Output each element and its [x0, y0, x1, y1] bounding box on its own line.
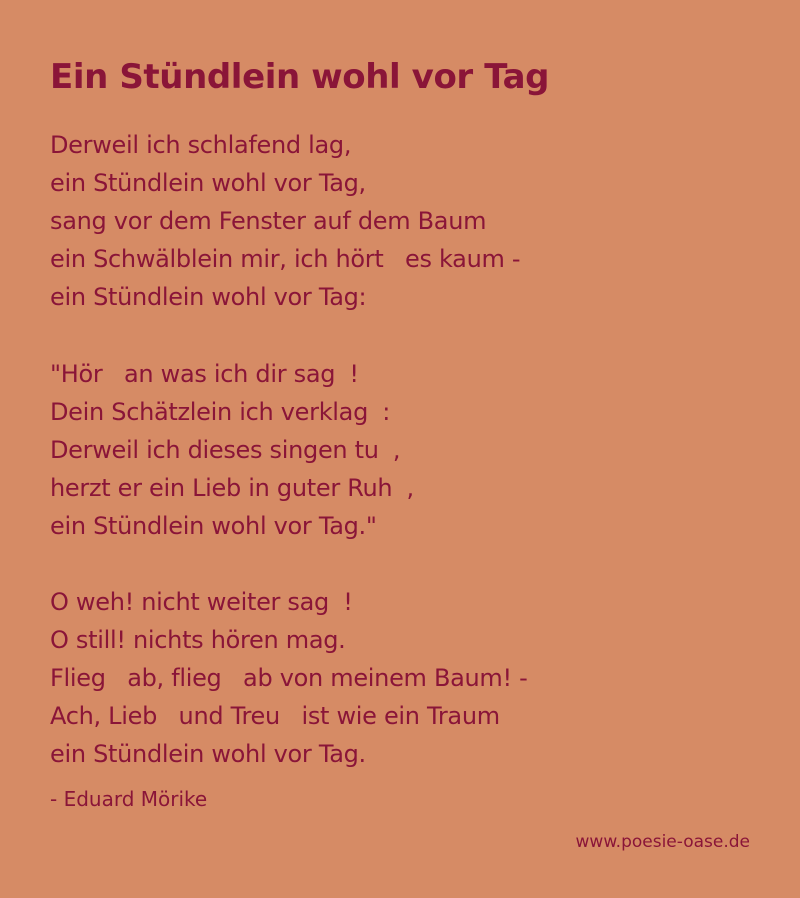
poem-line: ein Stündlein wohl vor Tag,: [50, 169, 366, 197]
poem-title: Ein Stündlein wohl vor Tag: [50, 57, 550, 97]
source-url: www.poesie-oase.de: [575, 832, 750, 852]
poem-line: O weh! nicht weiter sag!: [50, 588, 353, 616]
poem-line: sang vor dem Fenster auf dem Baum: [50, 207, 487, 235]
stanza-3: [50, 583, 528, 773]
poem-line: ein Schwälblein mir, ich hört es kaum -: [50, 245, 521, 273]
poem-line: O still! nichts hören mag.: [50, 626, 346, 654]
poem-line: "Hör an was ich dir sag!: [50, 360, 359, 388]
poem-line: ein Stündlein wohl vor Tag.: [50, 740, 366, 768]
poem-line: herzt er ein Lieb in guter Ruh,: [50, 474, 414, 502]
poem-line: Derweil ich dieses singen tu,: [50, 436, 401, 464]
stanza-1: [50, 126, 520, 316]
poem-author: - Eduard Mörike: [50, 787, 208, 811]
poem-line: Flieg ab, flieg ab von meinem Baum! -: [50, 664, 528, 692]
poem-line: Ach, Lieb und Treu ist wie ein Traum: [50, 702, 500, 730]
poem-line: Dein Schätzlein ich verklag:: [50, 398, 391, 426]
poem-line: ein Stündlein wohl vor Tag:: [50, 283, 367, 311]
poem-line: ein Stündlein wohl vor Tag.": [50, 512, 377, 540]
stanza-2: [50, 355, 414, 545]
poem-line: Derweil ich schlafend lag,: [50, 131, 352, 159]
